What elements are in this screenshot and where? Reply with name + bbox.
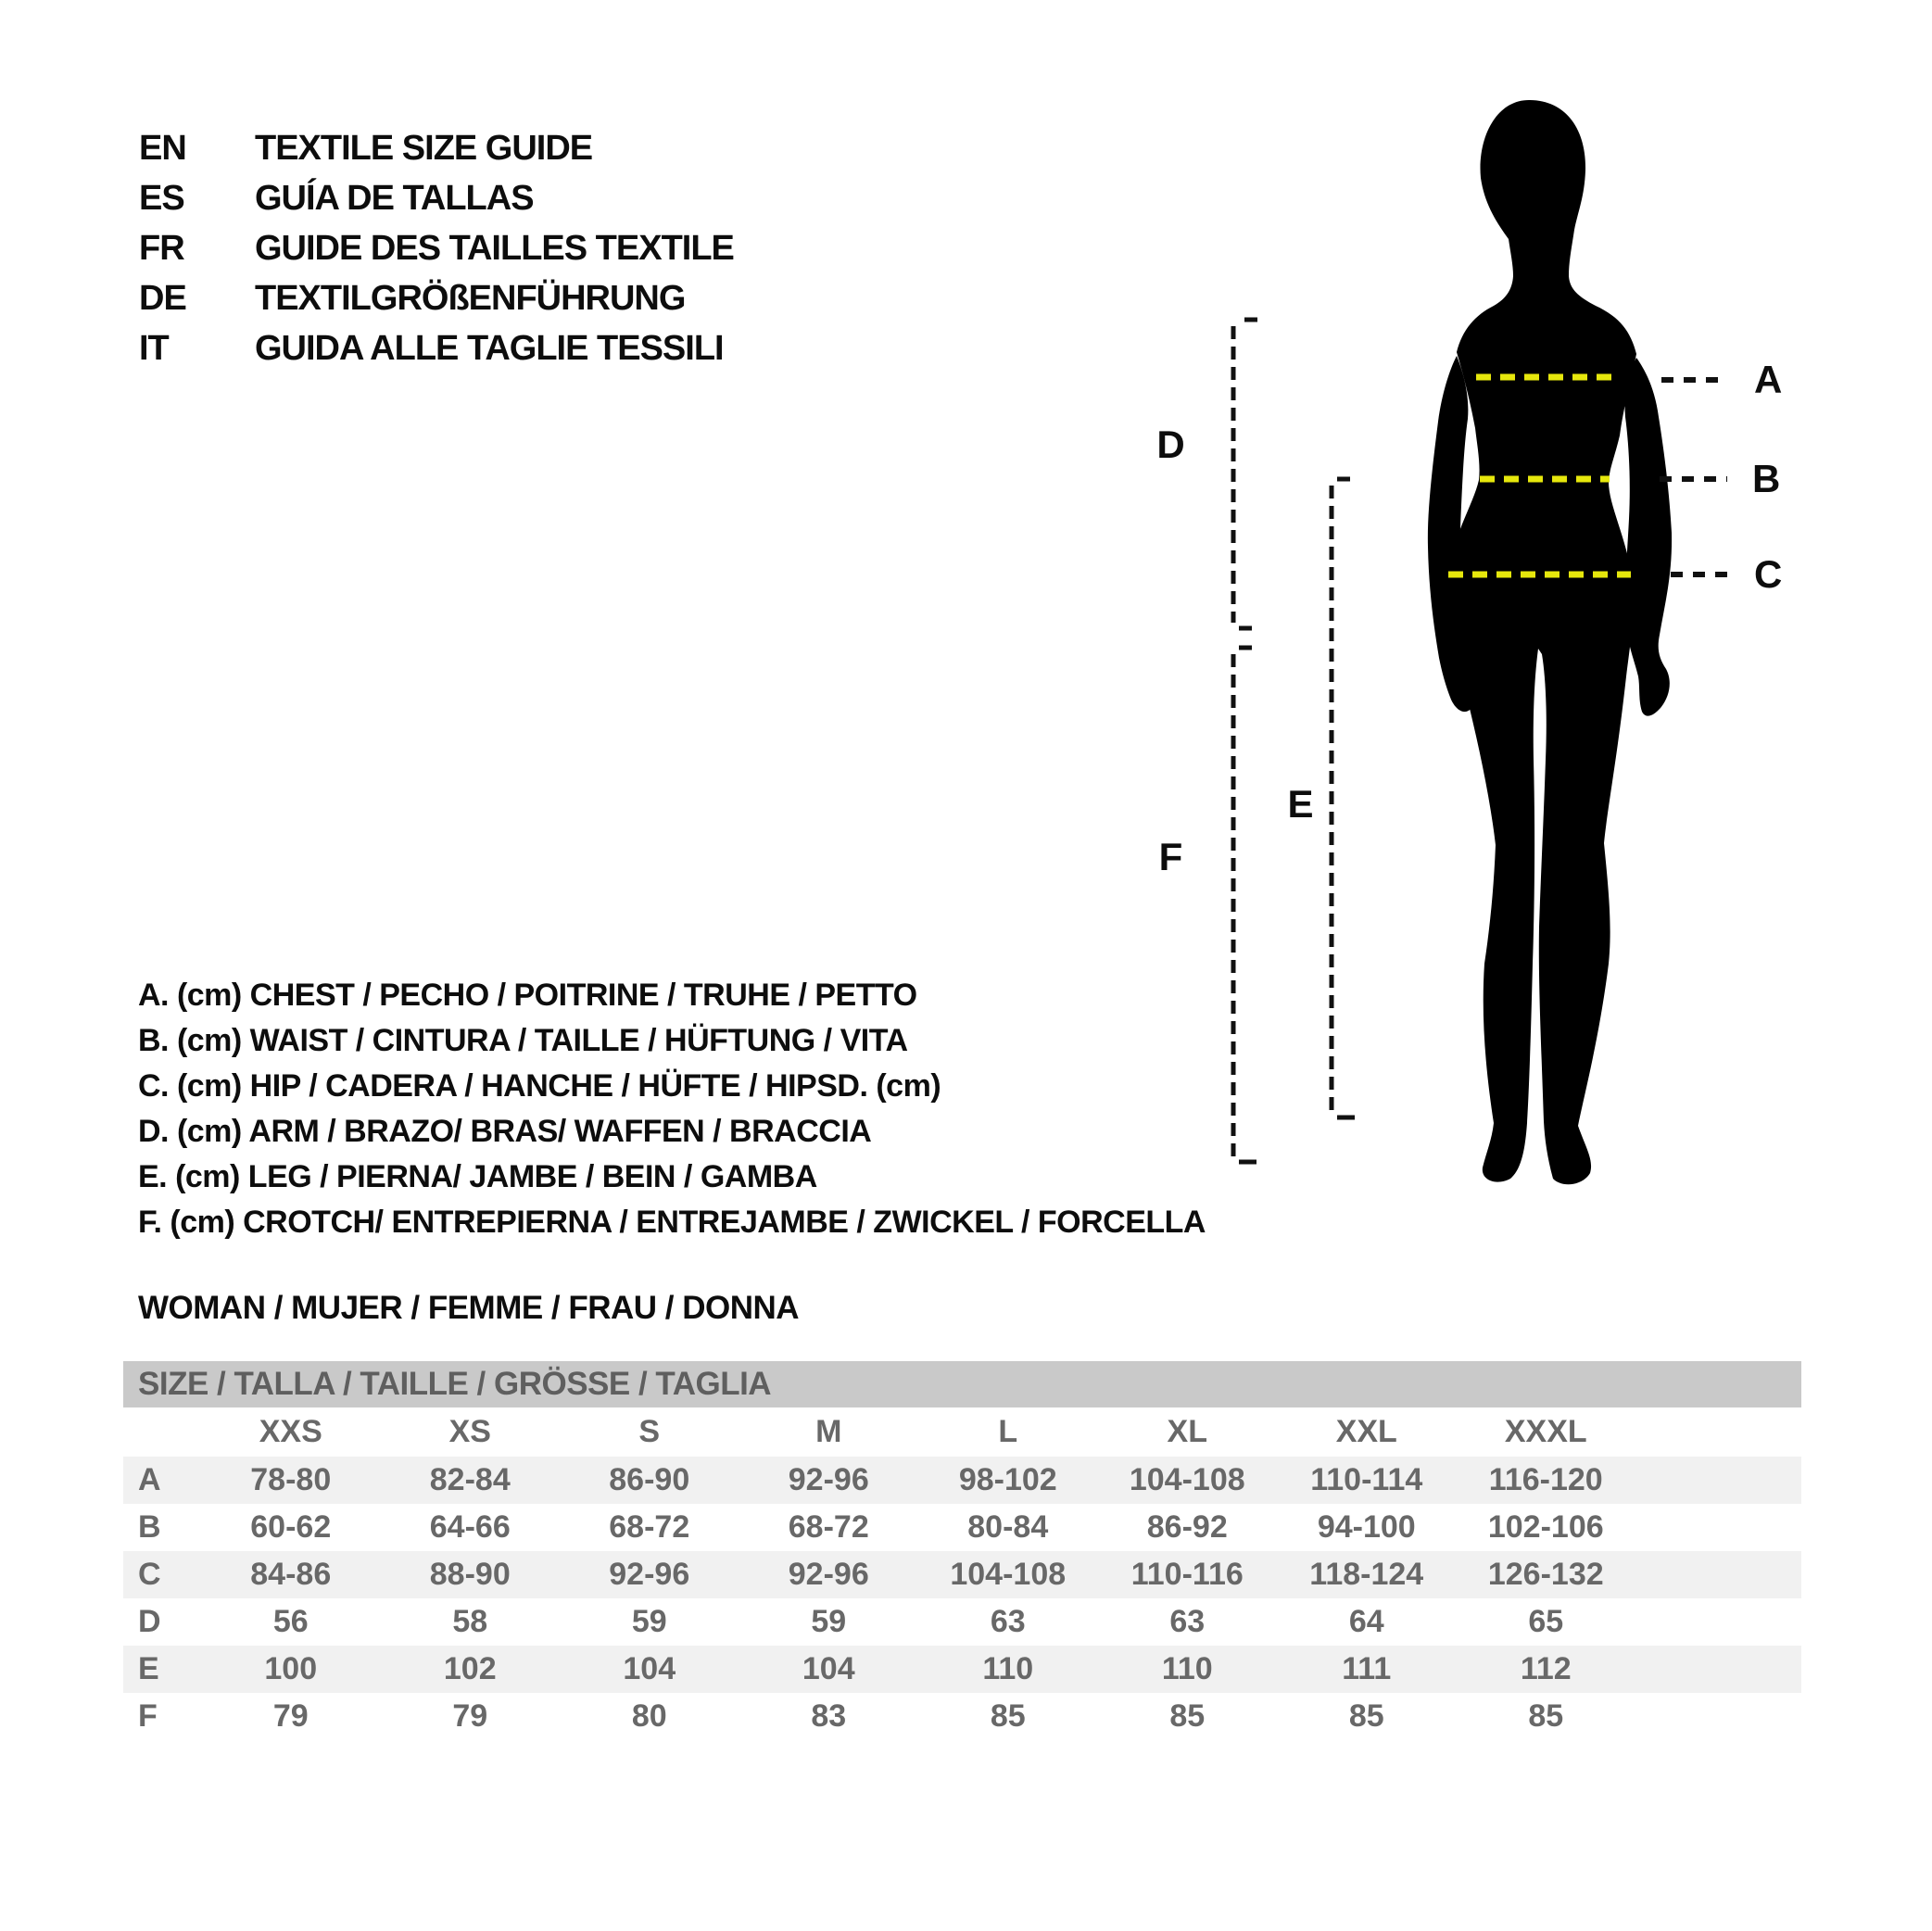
table-row-hip xyxy=(123,1551,1801,1598)
table-cell: 80-84 xyxy=(967,1509,1049,1545)
language-code: DE xyxy=(139,279,186,318)
row-label: B xyxy=(138,1509,161,1545)
table-cell: 63 xyxy=(1169,1604,1206,1639)
table-cell: 58 xyxy=(452,1604,488,1639)
table-row-chest xyxy=(123,1457,1801,1504)
column-header: S xyxy=(638,1414,661,1449)
row-label: C xyxy=(138,1557,161,1592)
row-label: E xyxy=(138,1651,159,1686)
table-cell: 110 xyxy=(1161,1651,1213,1686)
column-header: XS xyxy=(448,1414,491,1449)
column-header: XXS xyxy=(259,1414,322,1449)
column-header: L xyxy=(998,1414,1018,1449)
chest-label: A xyxy=(1754,358,1782,401)
audience-title: WOMAN / MUJER / FEMME / FRAU / DONNA xyxy=(138,1290,800,1326)
table-cell: 68-72 xyxy=(609,1509,690,1545)
table-cell: 88-90 xyxy=(429,1557,511,1592)
row-label: F xyxy=(138,1698,158,1734)
table-cell: 102 xyxy=(443,1651,497,1686)
measurement-legend xyxy=(138,973,1206,1245)
size-table-title: SIZE / TALLA / TAILLE / GRÖSSE / TAGLIA xyxy=(123,1361,1801,1407)
table-cell: 110-114 xyxy=(1310,1462,1423,1497)
table-cell: 79 xyxy=(272,1698,309,1734)
table-cell: 65 xyxy=(1528,1604,1564,1639)
language-code: FR xyxy=(139,229,184,268)
table-cell: 85 xyxy=(990,1698,1026,1734)
size-table xyxy=(123,1361,1801,1740)
legend-item-leg: E. (cm) LEG / PIERNA/ JAMBE / BEIN / GAMBA xyxy=(138,1159,817,1194)
woman-silhouette xyxy=(1449,100,1636,1184)
table-cell: 104-108 xyxy=(1129,1462,1245,1497)
column-header: XXXL xyxy=(1504,1414,1587,1449)
table-cell: 85 xyxy=(1169,1698,1206,1734)
table-cell: 80 xyxy=(631,1698,667,1734)
crotch-label: F xyxy=(1158,835,1182,878)
waist-label: B xyxy=(1752,457,1780,500)
table-cell: 92-96 xyxy=(609,1557,690,1592)
hip-label: C xyxy=(1754,552,1782,596)
legend-item-crotch: F. (cm) CROTCH/ ENTREPIERNA / ENTREJAMBE / ZWICKEL / FORCELLA xyxy=(138,1205,1206,1240)
language-title: TEXTILE SIZE GUIDE xyxy=(255,129,593,168)
table-cell: 126-132 xyxy=(1487,1557,1604,1592)
table-cell: 104 xyxy=(623,1651,676,1686)
row-label: D xyxy=(138,1604,161,1639)
legend-item-hip: C. (cm) HIP / CADERA / HANCHE / HÜFTE / HIPSD. (cm) xyxy=(138,1068,941,1104)
table-cell: 64-66 xyxy=(429,1509,511,1545)
table-cell: 59 xyxy=(631,1604,667,1639)
table-cell: 64 xyxy=(1348,1604,1384,1639)
table-cell: 118-124 xyxy=(1309,1557,1424,1592)
table-cell: 86-90 xyxy=(609,1462,690,1497)
size-table-header-row xyxy=(123,1407,1801,1457)
table-cell: 82-84 xyxy=(429,1462,511,1497)
table-cell: 98-102 xyxy=(958,1462,1057,1497)
column-header: XXL xyxy=(1335,1414,1397,1449)
language-title: GUIDE DES TAILLES TEXTILE xyxy=(255,229,734,268)
table-cell: 100 xyxy=(264,1651,318,1686)
table-cell: 83 xyxy=(811,1698,847,1734)
table-cell: 102-106 xyxy=(1487,1509,1604,1545)
table-cell: 110-116 xyxy=(1130,1557,1244,1592)
table-cell: 85 xyxy=(1348,1698,1384,1734)
column-header: XL xyxy=(1167,1414,1207,1449)
table-cell: 86-92 xyxy=(1146,1509,1228,1545)
table-cell: 111 xyxy=(1342,1651,1392,1686)
table-row-waist xyxy=(123,1504,1801,1551)
table-cell: 78-80 xyxy=(250,1462,332,1497)
legend-item-chest: A. (cm) CHEST / PECHO / POITRINE / TRUHE / PETTO xyxy=(138,978,917,1013)
table-cell: 60-62 xyxy=(250,1509,332,1545)
table-cell: 110 xyxy=(982,1651,1034,1686)
table-cell: 56 xyxy=(272,1604,309,1639)
woman-right-arm xyxy=(1625,358,1673,716)
table-cell: 59 xyxy=(811,1604,847,1639)
leg-label: E xyxy=(1287,782,1313,826)
language-code: IT xyxy=(139,329,169,368)
language-title: GUÍA DE TALLAS xyxy=(255,179,534,218)
legend-item-arm: D. (cm) ARM / BRAZO/ BRAS/ WAFFEN / BRACCIA xyxy=(138,1114,872,1149)
table-cell: 63 xyxy=(990,1604,1026,1639)
arm-label: D xyxy=(1156,423,1184,466)
table-cell: 104-108 xyxy=(950,1557,1067,1592)
language-code: ES xyxy=(139,179,184,218)
table-cell: 94-100 xyxy=(1317,1509,1416,1545)
column-header: M xyxy=(815,1414,842,1449)
table-cell: 84-86 xyxy=(250,1557,332,1592)
language-title: TEXTILGRÖßENFÜHRUNG xyxy=(255,279,686,318)
table-cell: 68-72 xyxy=(788,1509,869,1545)
table-cell: 116-120 xyxy=(1488,1462,1603,1497)
table-row-crotch xyxy=(123,1693,1801,1740)
table-cell: 104 xyxy=(802,1651,855,1686)
table-cell: 92-96 xyxy=(788,1462,869,1497)
language-code: EN xyxy=(139,129,186,168)
table-row-leg xyxy=(123,1646,1801,1693)
table-cell: 92-96 xyxy=(788,1557,869,1592)
language-title: GUIDA ALLE TAGLIE TESSILI xyxy=(255,329,724,368)
table-cell: 85 xyxy=(1528,1698,1564,1734)
legend-item-waist: B. (cm) WAIST / CINTURA / TAILLE / HÜFTUNG / VITA xyxy=(138,1023,908,1058)
table-cell: 79 xyxy=(452,1698,488,1734)
row-label: A xyxy=(138,1462,161,1497)
table-cell: 112 xyxy=(1520,1651,1572,1686)
table-row-arm xyxy=(123,1598,1801,1646)
